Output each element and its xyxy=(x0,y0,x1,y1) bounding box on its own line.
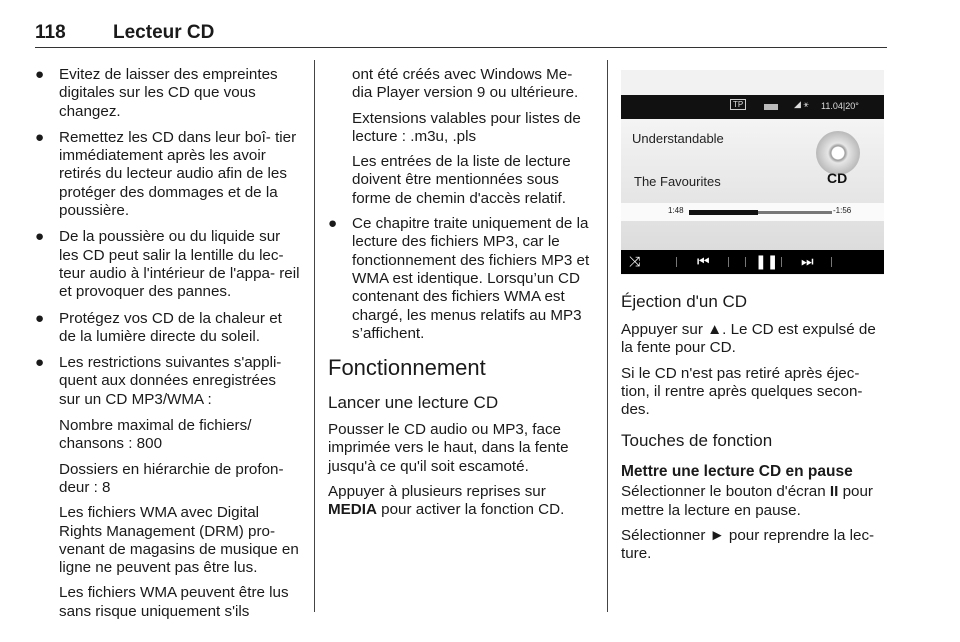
sub-paragraph: Les fichiers WMA peuvent être lus sans risque uniquement s'ils xyxy=(59,584,289,620)
sub-paragraph: ont été créés avec Windows Me- dia Player version 9 ou ultérieure. xyxy=(352,66,579,102)
sub-paragraph: Nombre maximal de fichiers/ chansons : 800 xyxy=(59,417,252,453)
now-playing-panel xyxy=(621,119,884,269)
shuffle-icon[interactable]: ⤨ xyxy=(629,253,641,269)
tp-indicator: TP xyxy=(730,99,746,110)
control-bar xyxy=(621,250,884,274)
paragraph: Appuyer à plusieurs reprises sur MEDIA pour activer la fonction CD. xyxy=(328,483,565,519)
cd-label: CD xyxy=(827,170,848,186)
sub-paragraph: Les entrées de la liste de lecture doivent être mentionnées sous forme de chemin d'accès relatif. xyxy=(352,153,571,207)
battery-icon xyxy=(764,104,778,110)
next-icon[interactable]: ⏭ xyxy=(801,253,814,269)
left-column xyxy=(35,66,301,628)
list-item: ● Evitez de laisser des empreintes digitales sur les CD que vous changez. xyxy=(35,66,278,120)
divider xyxy=(728,257,729,267)
paragraph: Pousser le CD audio ou MP3, face imprimée vers le haut, dans la fente jusqu'à ce qu'il soit escamoté. xyxy=(328,421,569,475)
divider xyxy=(831,257,832,267)
paragraph: Sélectionner ► pour reprendre la lec- ture. xyxy=(621,527,875,563)
middle-column xyxy=(328,66,592,527)
list-item: ● Remettez les CD dans leur boî- tier immédiatement après les avoir retirés du lecteur audio afin de les protéger des dommages et de la poussière. xyxy=(35,128,297,220)
clock: 11.04|20° xyxy=(821,101,859,111)
paragraph: Sélectionner le bouton d'écran II pour mettre la lecture en pause. xyxy=(621,483,873,519)
page-title: Lecteur CD xyxy=(113,22,215,43)
right-column xyxy=(621,292,887,571)
list-item: ● Ce chapitre traite uniquement de la lecture des fichiers MP3, car le fonctionnement des fichiers MP3 et WMA est identique. Lorsqu’un CD contenant des fichiers WMA est chargé, les menus relatifs au MP3 s’affichent. xyxy=(328,215,590,342)
status-bar xyxy=(621,95,884,119)
list-item: ● De la poussière ou du liquide sur les CD peut salir la lentille du lec- teur audio à l'intérieur de l'appa- reil et provoquer des pannes. xyxy=(35,228,300,301)
screen xyxy=(621,95,884,293)
header-rule xyxy=(35,47,887,48)
divider xyxy=(676,257,677,267)
list-item: ● Protégez vos CD de la chaleur et de la lumière directe du soleil. xyxy=(35,309,282,345)
page-number: 118 xyxy=(35,22,66,43)
previous-icon[interactable]: ⏮ xyxy=(697,253,710,269)
paragraph: Si le CD n'est pas retiré après éjec- tion, il rentre après quelques secon- des. xyxy=(621,364,863,419)
subsection-heading: Lancer une lecture CD xyxy=(328,393,499,413)
list-item: ● Les restrictions suivantes s'appli- quent aux données enregistrées sur un CD MP3/WMA : xyxy=(35,354,282,408)
column-divider-right xyxy=(607,60,608,612)
minor-heading: Mettre une lecture CD en pause xyxy=(621,463,853,481)
progress-bar[interactable] xyxy=(689,211,832,214)
subsection-heading: Éjection d'un CD xyxy=(621,292,748,311)
remaining-time: -1:56 xyxy=(833,206,852,215)
divider xyxy=(745,257,746,267)
progress-area xyxy=(621,203,884,221)
subsection-heading: Touches de fonction xyxy=(621,431,773,451)
pause-icon[interactable]: ❚❚ xyxy=(755,253,779,269)
artist-name: The Favourites xyxy=(634,174,721,189)
track-title: Understandable xyxy=(632,131,724,146)
progress-fill xyxy=(689,210,758,215)
page-header xyxy=(35,22,214,44)
signal-icon: ◢ ⚹ xyxy=(794,99,809,109)
elapsed-time: 1:48 xyxy=(668,206,684,215)
paragraph: Appuyer sur ▲. Le CD est expulsé de la fente pour CD. xyxy=(621,321,876,357)
section-heading: Fonctionnement xyxy=(328,355,486,381)
column-divider-left xyxy=(314,60,315,612)
media-key-label: MEDIA xyxy=(328,501,377,519)
pause-button-label: II xyxy=(829,483,839,501)
sub-paragraph: Les fichiers WMA avec Digital Rights Management (DRM) pro- venant de magasins de musique en ligne ne peuvent pas être lus. xyxy=(59,504,299,577)
cd-disc-icon xyxy=(816,131,860,175)
sub-paragraph: Extensions valables pour listes de lecture : .m3u, .pls xyxy=(352,109,581,145)
cd-player-screenshot xyxy=(621,70,884,275)
divider xyxy=(781,257,782,267)
sub-paragraph: Dossiers en hiérarchie de profon- deur : 8 xyxy=(59,460,284,496)
